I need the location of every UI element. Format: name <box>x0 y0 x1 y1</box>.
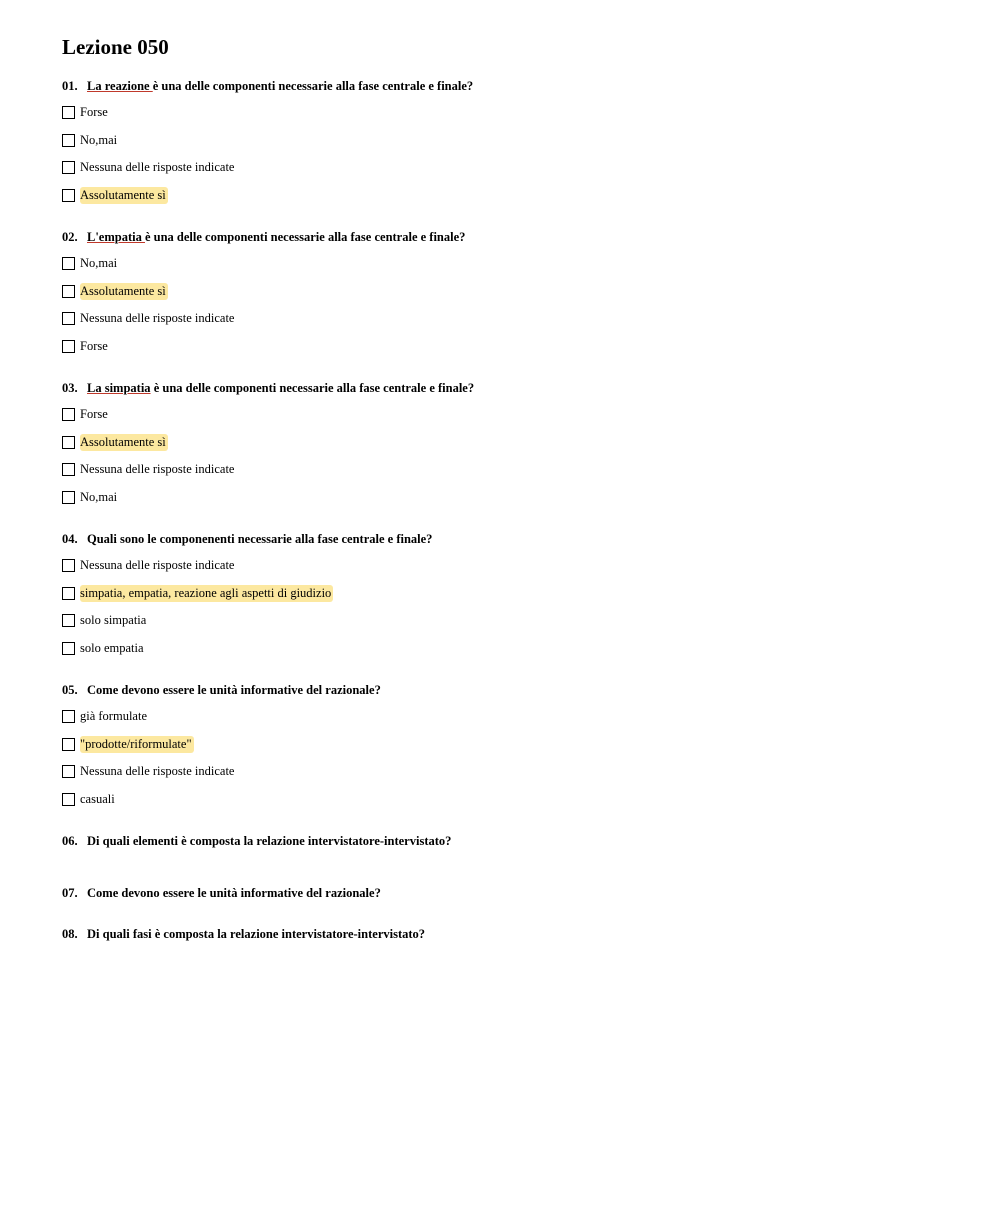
answer-option[interactable] <box>62 257 962 285</box>
question-keyword: La reazione <box>87 79 153 93</box>
answer-checkbox[interactable] <box>62 408 75 421</box>
question-4 <box>62 532 962 669</box>
answer-options <box>62 408 962 518</box>
answer-options <box>62 559 962 669</box>
answer-checkbox[interactable] <box>62 614 75 627</box>
answer-label: Nessuna delle risposte indicate <box>80 462 235 477</box>
answer-label: Nessuna delle risposte indicate <box>80 160 235 175</box>
answer-checkbox[interactable] <box>62 161 75 174</box>
answer-checkbox[interactable] <box>62 285 75 298</box>
answer-option[interactable] <box>62 134 962 162</box>
question-body: Di quali fasi è composta la relazione intervistatore-intervistato? <box>87 927 426 941</box>
answer-label: Nessuna delle risposte indicate <box>80 311 235 326</box>
question-2 <box>62 230 962 367</box>
question-body: Di quali elementi è composta la relazione intervistatore-intervistato? <box>87 834 452 848</box>
question-number: 08. <box>62 927 78 941</box>
answer-checkbox[interactable] <box>62 340 75 353</box>
answer-option[interactable] <box>62 189 962 217</box>
question-header <box>62 927 962 945</box>
question-body: è una delle componenti necessarie alla fase centrale e finale? <box>150 381 475 395</box>
answer-options <box>62 710 962 820</box>
question-header <box>62 532 962 550</box>
answer-checkbox[interactable] <box>62 587 75 600</box>
question-text <box>87 834 451 849</box>
question-text <box>87 532 432 547</box>
question-3 <box>62 381 962 518</box>
question-text <box>87 927 425 942</box>
answer-label: solo simpatia <box>80 613 147 628</box>
question-text <box>87 886 381 901</box>
answer-option[interactable] <box>62 765 962 793</box>
question-keyword: La simpatia <box>87 381 151 395</box>
question-8 <box>62 927 962 945</box>
question-body: è una delle componenti necessarie alla fase centrale e finale? <box>144 230 466 244</box>
question-text <box>87 381 474 396</box>
question-header <box>62 230 962 248</box>
question-1 <box>62 79 962 216</box>
answer-checkbox[interactable] <box>62 710 75 723</box>
answer-checkbox[interactable] <box>62 106 75 119</box>
answer-label: casuali <box>80 791 115 806</box>
question-text <box>87 683 381 698</box>
question-body: Come devono essere le unità informative del razionale? <box>87 683 381 697</box>
question-6 <box>62 834 962 852</box>
answer-label: solo empatia <box>80 640 144 655</box>
correct-answer-label: Assolutamente sì <box>80 283 166 298</box>
question-header <box>62 381 962 399</box>
answer-options <box>62 257 962 367</box>
answer-checkbox[interactable] <box>62 642 75 655</box>
answer-option[interactable] <box>62 738 962 766</box>
answer-option[interactable] <box>62 436 962 464</box>
answer-checkbox[interactable] <box>62 189 75 202</box>
correct-answer-label: simpatia, empatia, reazione agli aspetti di giudizio <box>80 585 332 600</box>
question-header <box>62 79 962 97</box>
question-number: 01. <box>62 79 78 93</box>
answer-checkbox[interactable] <box>62 793 75 806</box>
answer-option[interactable] <box>62 587 962 615</box>
answer-checkbox[interactable] <box>62 491 75 504</box>
answer-label: Forse <box>80 338 108 353</box>
answer-option[interactable] <box>62 285 962 313</box>
correct-answer-label: Assolutamente sì <box>80 434 166 449</box>
answer-checkbox[interactable] <box>62 312 75 325</box>
answer-checkbox[interactable] <box>62 257 75 270</box>
question-7 <box>62 886 962 904</box>
answer-checkbox[interactable] <box>62 436 75 449</box>
question-body: è una delle componenti necessarie alla fase centrale e finale? <box>152 79 474 93</box>
answer-label: No,mai <box>80 132 118 147</box>
question-keyword: L'empatia <box>87 230 145 244</box>
answer-label: già formulate <box>80 709 147 723</box>
answer-checkbox[interactable] <box>62 559 75 572</box>
question-5 <box>62 683 962 820</box>
answer-option[interactable] <box>62 491 962 519</box>
answer-checkbox[interactable] <box>62 463 75 476</box>
answer-option[interactable] <box>62 710 962 738</box>
answer-checkbox[interactable] <box>62 765 75 778</box>
answer-checkbox[interactable] <box>62 738 75 751</box>
answer-label: No,mai <box>80 489 118 504</box>
question-header <box>62 683 962 701</box>
answer-label: Nessuna delle risposte indicate <box>80 558 235 572</box>
question-body: Come devono essere le unità informative del razionale? <box>87 886 381 900</box>
question-header <box>62 834 962 852</box>
question-text <box>87 230 465 245</box>
question-number: 04. <box>62 532 78 546</box>
answer-option[interactable] <box>62 642 962 670</box>
correct-answer-label: "prodotte/riformulate" <box>80 736 192 751</box>
question-number: 05. <box>62 683 78 697</box>
question-number: 03. <box>62 381 78 395</box>
answer-label: No,mai <box>80 256 118 270</box>
answer-label: Forse <box>80 407 108 421</box>
question-number: 06. <box>62 834 78 848</box>
answer-option[interactable] <box>62 340 962 368</box>
question-body: Quali sono le componenenti necessarie alla fase centrale e finale? <box>87 532 433 546</box>
answer-option[interactable] <box>62 614 962 642</box>
answer-checkbox[interactable] <box>62 134 75 147</box>
answer-option[interactable] <box>62 463 962 491</box>
page-title: Lezione 050 <box>62 35 169 59</box>
answer-option[interactable] <box>62 106 962 134</box>
question-header <box>62 886 962 904</box>
question-number: 02. <box>62 230 78 244</box>
answer-option[interactable] <box>62 559 962 587</box>
answer-label: Nessuna delle risposte indicate <box>80 764 235 779</box>
answer-option[interactable] <box>62 312 962 340</box>
answer-option[interactable] <box>62 161 962 189</box>
answer-option[interactable] <box>62 793 962 821</box>
answer-options <box>62 106 962 216</box>
question-number: 07. <box>62 886 78 900</box>
answer-option[interactable] <box>62 408 962 436</box>
question-text <box>87 79 473 94</box>
correct-answer-label: Assolutamente sì <box>80 187 166 202</box>
answer-label: Forse <box>80 105 108 119</box>
